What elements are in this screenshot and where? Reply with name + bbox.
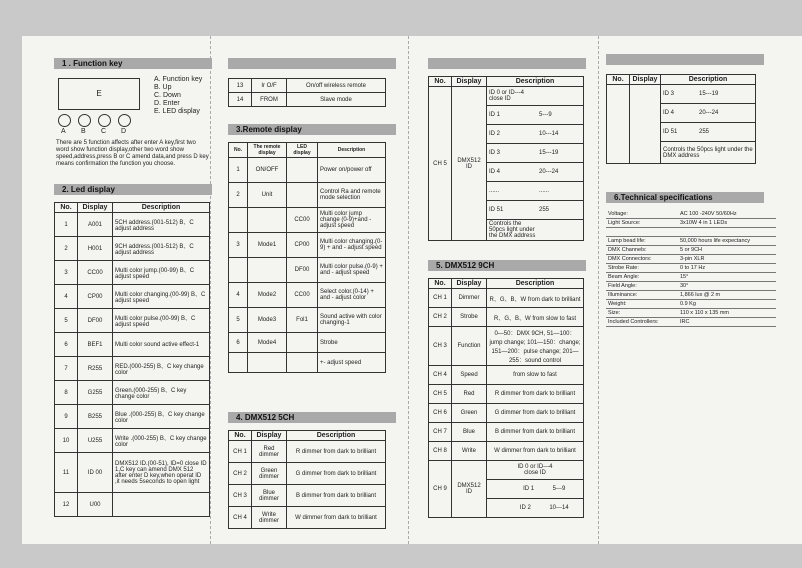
channel-display: Red <box>452 385 487 404</box>
table-row <box>429 308 584 327</box>
spec-value: 30° <box>678 282 776 291</box>
row-number: 1 <box>55 213 78 237</box>
table-row <box>55 309 210 333</box>
channel-display: Dimmer <box>452 289 487 308</box>
row-number: 7 <box>55 357 78 381</box>
row-description: Multi color changing.(00-99) B、C adjust speed <box>113 285 210 309</box>
button-a <box>58 114 71 127</box>
table-row <box>229 333 386 353</box>
table-row <box>429 423 584 442</box>
display-code <box>287 333 318 353</box>
column-header: Display <box>78 203 113 213</box>
table-row <box>606 300 776 309</box>
id-range: 15---19 <box>539 150 559 156</box>
section-heading <box>606 54 764 65</box>
channel-number: CH 4 <box>229 507 252 529</box>
table-row <box>229 233 386 258</box>
row-description: Green.(000-255) B、C key change color <box>113 381 210 405</box>
row-description: Multi color sound active effect-1 <box>113 333 210 357</box>
column-header: No. <box>429 77 452 87</box>
fold-line <box>598 36 600 544</box>
row-description: Controls the 50pcs light under the DMX address <box>661 142 756 164</box>
row-description: Multi color pulse.(00-99) B、C adjust speed <box>113 309 210 333</box>
column-header: Description <box>318 143 386 158</box>
row-number: 1 <box>229 158 248 183</box>
row-description: DMX512 ID.(00-51), ID=0 close ID 1,C key can amend DMX 512 after enter D key,when operat ID ,it needs 5seconds to open light <box>113 453 210 493</box>
table-row <box>429 442 584 461</box>
display-code: DF00 <box>287 258 318 283</box>
row-number <box>229 258 248 283</box>
mode-table <box>228 78 386 107</box>
column-header: No. <box>607 75 630 85</box>
table-row <box>55 237 210 261</box>
table-row <box>229 79 386 93</box>
remote-key <box>248 208 287 233</box>
channel-display: Blue dimmer <box>252 485 287 507</box>
spec-value: 5 or 9CH <box>678 246 776 255</box>
table-row <box>229 158 386 183</box>
spec-label: Strobe Rate: <box>606 264 678 273</box>
column-header: Display <box>452 77 487 87</box>
row-number: 10 <box>55 429 78 453</box>
remote-key <box>248 258 287 283</box>
remote-key: ON/OFF <box>248 158 287 183</box>
empty-cell <box>607 85 630 164</box>
row-description: Blue .(000-255) B、C key change color <box>113 405 210 429</box>
id-cell <box>487 182 584 201</box>
button-d <box>118 114 131 127</box>
row-description: Select color.(0-14) + and - adjust color <box>318 283 386 308</box>
table-row <box>429 366 584 385</box>
channel-number: CH 2 <box>429 308 452 327</box>
id-range: 20---24 <box>699 110 719 116</box>
id-range: 10---14 <box>549 505 569 511</box>
row-description: R、G、B、W from dark to brilliant <box>487 289 584 308</box>
row-description: Sound active with color changing-1 <box>318 308 386 333</box>
spec-value: 1,866 lux @ 2 m <box>678 291 776 300</box>
table-row <box>606 309 776 318</box>
id-label: ID 1 <box>489 112 501 118</box>
id-cell <box>487 201 584 220</box>
table-row <box>55 261 210 285</box>
spec-label: Voltage: <box>606 210 678 219</box>
row-number: 2 <box>55 237 78 261</box>
channel-display: Speed <box>452 366 487 385</box>
led-display-table <box>54 202 210 517</box>
id-range: 5---9 <box>552 486 566 492</box>
column-header: No. <box>55 203 78 213</box>
id-cell <box>661 104 756 123</box>
remote-key: Mode1 <box>248 233 287 258</box>
column-header: Display <box>452 279 487 289</box>
column-header: Display <box>630 75 661 85</box>
id-cell <box>487 106 584 125</box>
remote-key: Unit <box>248 183 287 208</box>
display-code <box>287 158 318 183</box>
row-number: 6 <box>55 333 78 357</box>
id-range: 20---24 <box>539 169 559 175</box>
table-row <box>606 291 776 300</box>
id-label: ID 1 <box>523 486 535 492</box>
legend-item: B. Up <box>154 84 172 91</box>
channel-number: CH 4 <box>429 366 452 385</box>
row-description: R dimmer from dark to brilliant <box>287 441 386 463</box>
spec-label: Weight: <box>606 300 678 309</box>
row-number: 4 <box>55 285 78 309</box>
table-row <box>606 282 776 291</box>
id-label: ...... <box>489 188 500 194</box>
row-number: 5 <box>55 309 78 333</box>
row-number: 12 <box>55 493 78 517</box>
manual-sheet <box>22 36 802 544</box>
channel-display: Green dimmer <box>252 463 287 485</box>
id-label: ID 2 <box>519 505 531 511</box>
row-number: 9 <box>55 405 78 429</box>
remote-key: Mode2 <box>248 283 287 308</box>
row-number: 2 <box>229 183 248 208</box>
table-row <box>55 285 210 309</box>
row-description: 9CH address.(001-512) B、C adjust address <box>113 237 210 261</box>
legend-item: E. LED display <box>154 108 200 115</box>
display-code: H001 <box>78 237 113 261</box>
row-number <box>229 208 248 233</box>
row-description: On/off wireless remote <box>287 79 386 93</box>
table-row <box>429 385 584 404</box>
table-row <box>229 208 386 233</box>
display-code: CC00 <box>287 208 318 233</box>
column-header: Description <box>661 75 756 85</box>
id-cell <box>487 163 584 182</box>
display-code: U255 <box>78 429 113 453</box>
id-cell <box>487 461 584 480</box>
table-row <box>229 441 386 463</box>
spec-value: IRC <box>678 318 776 327</box>
id-cell <box>487 125 584 144</box>
row-number: 6 <box>229 333 248 353</box>
spec-label <box>606 228 678 237</box>
row-description: R dimmer from dark to brilliant <box>487 385 584 404</box>
row-number: 3 <box>55 261 78 285</box>
channel-display: Red dimmer <box>252 441 287 463</box>
row-description: +- adjust speed <box>318 353 386 373</box>
table-row <box>606 219 776 228</box>
id-label: ID 4 <box>663 110 675 116</box>
id-cell <box>487 144 584 163</box>
column-header: Description <box>113 203 210 213</box>
id-label: ID 3 <box>489 150 501 156</box>
dmx-9ch-table <box>428 278 584 518</box>
channel-display: Write <box>452 442 487 461</box>
id-label: ID 51 <box>489 207 504 213</box>
id-label: ID 3 <box>663 91 675 97</box>
channel-number: CH 1 <box>429 289 452 308</box>
id-label: ID 51 <box>663 129 678 135</box>
id-label: ID 4 <box>489 169 501 175</box>
section-heading: 1 . Function key <box>54 58 212 69</box>
spec-label: Size: <box>606 309 678 318</box>
table-row <box>229 308 386 333</box>
spec-value: 110 x 110 x 135 mm <box>678 309 776 318</box>
spec-value: AC 100 -240V 50/60Hz <box>678 210 776 219</box>
section-heading <box>428 58 586 69</box>
row-number: 13 <box>229 79 252 93</box>
spec-label: Field Angle: <box>606 282 678 291</box>
table-row <box>229 485 386 507</box>
row-description: Multi color jump.(00-99) B、C adjust speed <box>113 261 210 285</box>
display-code: Fol1 <box>287 308 318 333</box>
table-row <box>229 507 386 529</box>
display-code: FROM <box>252 93 287 107</box>
row-description: B dimmer from dark to brilliant <box>287 485 386 507</box>
row-description: G dimmer from dark to brilliant <box>287 463 386 485</box>
channel-number: CH 3 <box>429 327 452 366</box>
table-row <box>606 318 776 327</box>
section-heading <box>228 58 396 69</box>
button-letter: A <box>61 128 66 135</box>
legend-item: A. Function key <box>154 76 203 83</box>
table-row <box>55 429 210 453</box>
table-row <box>55 381 210 405</box>
table-row <box>229 283 386 308</box>
display-code: ID 00 <box>78 453 113 493</box>
row-description: Strobe <box>318 333 386 353</box>
spec-label: Included Controllers: <box>606 318 678 327</box>
display-code: CP00 <box>78 285 113 309</box>
id-cell <box>661 123 756 142</box>
legend-item: D. Enter <box>154 100 180 107</box>
empty-cell <box>630 85 661 164</box>
table-row <box>606 264 776 273</box>
button-letter: B <box>81 128 86 135</box>
id-range: 255 <box>539 207 550 213</box>
table-row <box>606 237 776 246</box>
display-code: CC00 <box>78 261 113 285</box>
button-letter: C <box>101 128 107 135</box>
table-row <box>229 183 386 208</box>
table-row <box>606 246 776 255</box>
id-range: 10---14 <box>539 131 559 137</box>
id-label: ID 0 or ID---4 close ID <box>489 90 525 102</box>
spec-label: Light Source: <box>606 219 678 228</box>
channel-display: Write dimmer <box>252 507 287 529</box>
display-code: DF00 <box>78 309 113 333</box>
button-letter: D <box>121 128 127 135</box>
spec-value: 50,000 hours life expectancy <box>678 237 776 246</box>
column-header: Description <box>287 431 386 441</box>
spec-value: 0 to 17 Hz <box>678 264 776 273</box>
remote-key: Mode4 <box>248 333 287 353</box>
button-c <box>98 114 111 127</box>
table-row <box>55 213 210 237</box>
table-row <box>55 357 210 381</box>
table-row <box>607 85 756 104</box>
id-label: ID 2 <box>489 131 501 137</box>
column-header: Display <box>252 431 287 441</box>
display-code: Ir O/F <box>252 79 287 93</box>
display-code: BEF1 <box>78 333 113 357</box>
legend-item: C. Down <box>154 92 181 99</box>
table-row <box>55 405 210 429</box>
row-description: Multi color pulse.(0-9) + and - adjust speed <box>318 258 386 283</box>
key-legend <box>154 76 202 116</box>
row-description: R、G、B、W from slow to fast <box>487 308 584 327</box>
id-cell <box>661 85 756 104</box>
row-number: 14 <box>229 93 252 107</box>
table-row <box>229 463 386 485</box>
channel-display: DMX512 ID <box>452 461 487 518</box>
id-range: ...... <box>539 188 550 194</box>
display-code: A001 <box>78 213 113 237</box>
row-number: 4 <box>229 283 248 308</box>
fold-line <box>408 36 410 544</box>
display-code: R255 <box>78 357 113 381</box>
button-b <box>78 114 91 127</box>
channel-number: CH 5 <box>429 385 452 404</box>
dmx-5ch-table <box>228 430 386 529</box>
display-code: CP00 <box>287 233 318 258</box>
row-description: 5CH address.(001-512) B、C adjust address <box>113 213 210 237</box>
channel-number: CH 2 <box>229 463 252 485</box>
row-description <box>113 493 210 517</box>
remote-key <box>248 353 287 373</box>
spec-label: Lamp bead life: <box>606 237 678 246</box>
specs-table <box>606 210 776 327</box>
dmx-id-table <box>428 76 584 241</box>
column-header: No. <box>229 143 248 158</box>
row-description: Write .(000-255) B、C key change color <box>113 429 210 453</box>
section-heading: 4. DMX512 5CH <box>228 412 396 423</box>
section-heading: 6.Technical specifications <box>606 192 764 203</box>
row-description: G dimmer from dark to brilliant <box>487 404 584 423</box>
column-header: No. <box>229 431 252 441</box>
section-heading: 3.Remote display <box>228 124 396 135</box>
id-range: 15---19 <box>699 91 719 97</box>
table-row <box>429 327 584 366</box>
column-header: No. <box>429 279 452 289</box>
id-label: Controls the 50pcs light under the DMX address <box>489 221 536 239</box>
display-code: CC00 <box>287 283 318 308</box>
column-header: Description <box>487 77 584 87</box>
column-header: The remote display <box>248 143 287 158</box>
row-number: 11 <box>55 453 78 493</box>
display-code: U00 <box>78 493 113 517</box>
table-row <box>55 333 210 357</box>
table-row <box>606 273 776 282</box>
table-row <box>429 289 584 308</box>
channel-number: CH 6 <box>429 404 452 423</box>
table-row <box>429 461 584 480</box>
row-number: 5 <box>229 308 248 333</box>
display-code: B255 <box>78 405 113 429</box>
display-code <box>287 183 318 208</box>
row-description: Multi color jump change (0-9)+and - adjust speed <box>318 208 386 233</box>
column-header: LED display <box>287 143 318 158</box>
id-range: 255 <box>699 129 710 135</box>
spec-value: 3x10W 4 in 1 LEDs <box>678 219 776 228</box>
table-row <box>429 404 584 423</box>
table-row <box>229 258 386 283</box>
spec-label: DMX Channels: <box>606 246 678 255</box>
fold-line <box>210 36 212 544</box>
spec-value: 0.9 Kg <box>678 300 776 309</box>
function-description: There are 5 function affects after enter A key,first two word show function display,other two word show speed,address,press B or C amend data,and press D key means confirmation the function you choose. <box>56 140 209 167</box>
channel-number: CH 8 <box>429 442 452 461</box>
row-description: W dimmer from dark to brilliant <box>487 442 584 461</box>
row-description: Control Ra and remote mode selection <box>318 183 386 208</box>
id-cell <box>487 220 584 241</box>
table-row <box>606 255 776 264</box>
display-code <box>287 353 318 373</box>
dmx-id-table-continued <box>606 74 756 164</box>
row-description: Multi color changing.(0-9) + and - adjust speed <box>318 233 386 258</box>
channel-display: Strobe <box>452 308 487 327</box>
row-description: Slave mode <box>287 93 386 107</box>
row-number: 3 <box>229 233 248 258</box>
section-heading: 2. Led display <box>54 184 212 195</box>
led-display-box: E <box>58 78 140 110</box>
channel-display: DMX512 ID <box>452 87 487 241</box>
table-row <box>55 493 210 517</box>
id-cell <box>487 87 584 106</box>
channel-number: CH 5 <box>429 87 452 241</box>
spec-value <box>678 228 776 237</box>
remote-display-table <box>228 142 386 373</box>
table-row <box>229 353 386 373</box>
channel-display: Function <box>452 327 487 366</box>
row-description: 0—50：DMX 9CH, 51—100：jump change; 101—150：change; 151—200：pulse change; 201—255：sound control <box>487 327 584 366</box>
table-row <box>606 228 776 237</box>
channel-number: CH 9 <box>429 461 452 518</box>
spec-value: 15° <box>678 273 776 282</box>
spec-label: Beam Angle: <box>606 273 678 282</box>
row-number: 8 <box>55 381 78 405</box>
display-code: G255 <box>78 381 113 405</box>
spec-value: 3-pin XLR <box>678 255 776 264</box>
channel-display: Green <box>452 404 487 423</box>
row-description: Power on/power off <box>318 158 386 183</box>
row-description: from slow to fast <box>487 366 584 385</box>
id-cell <box>487 480 584 499</box>
id-label: ID 0 or ID---4 close ID <box>517 464 553 476</box>
row-description: B dimmer from dark to brilliant <box>487 423 584 442</box>
table-row <box>55 453 210 493</box>
remote-key: Mode3 <box>248 308 287 333</box>
table-row <box>606 210 776 219</box>
channel-number: CH 7 <box>429 423 452 442</box>
table-row <box>429 87 584 106</box>
row-description: W dimmer from dark to brilliant <box>287 507 386 529</box>
channel-number: CH 3 <box>229 485 252 507</box>
row-description: RED.(000-255) B、C key change color <box>113 357 210 381</box>
id-range: 5---9 <box>539 112 552 118</box>
id-cell <box>487 499 584 518</box>
table-row <box>229 93 386 107</box>
row-number <box>229 353 248 373</box>
spec-label: Illuminance: <box>606 291 678 300</box>
channel-display: Blue <box>452 423 487 442</box>
column-header: Description <box>487 279 584 289</box>
section-heading: 5. DMX512 9CH <box>428 260 586 271</box>
channel-number: CH 1 <box>229 441 252 463</box>
spec-label: DMX Connectors: <box>606 255 678 264</box>
